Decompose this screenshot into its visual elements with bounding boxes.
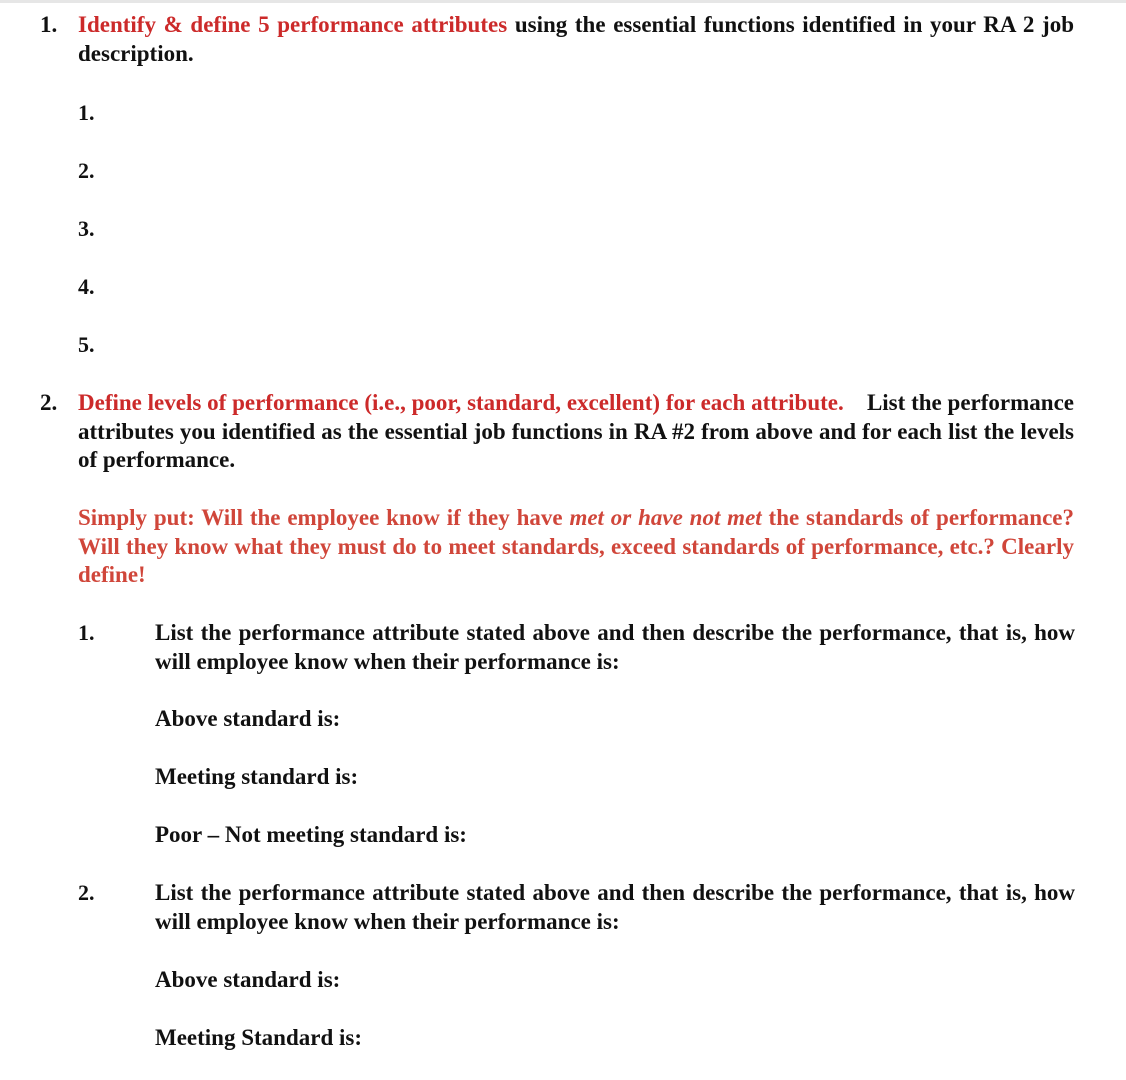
simply-put-part2: the standards of performance? Will they know what they must do to meet standards, exceed standards of performance, etc.? Clearly define! (78, 505, 1074, 587)
question-1-highlight: Identify & define 5 performance attributes (78, 12, 508, 37)
attribute-list-item: 4. (78, 274, 95, 299)
question-1-number: 1. (40, 12, 58, 37)
simply-put-italic: met or have not met (569, 505, 762, 530)
sub-item-1-text: List the performance attribute stated above and then describe the performance, that is, how will employee know when their performance is: (155, 620, 1075, 674)
poor-standard-label: Poor – Not meeting standard is: (155, 822, 467, 847)
question-1-text (78, 11, 1074, 68)
attribute-list-item: 5. (78, 332, 95, 357)
attribute-list-item: 3. (78, 216, 95, 241)
simply-put-part1: Simply put: Will the employee know if they have (78, 505, 570, 530)
sub-item-2-text: List the performance attribute stated above and then describe the performance, that is, how will employee know when their performance is: (155, 880, 1075, 934)
question-2-number: 2. (40, 390, 58, 415)
sub-item-1-number: 1. (78, 620, 95, 645)
simply-put-note (78, 504, 1074, 590)
question-2-text (78, 389, 1074, 475)
attribute-list-item: 2. (78, 158, 95, 183)
above-standard-label: Above standard is: (155, 706, 341, 731)
sub-item-2-number: 2. (78, 880, 95, 905)
question-1-rest: using the essential functions identified in your RA 2 job description. (78, 12, 1074, 66)
attribute-list-item: 1. (78, 100, 95, 125)
meeting-standard-label: Meeting Standard is: (155, 1025, 362, 1050)
above-standard-label: Above standard is: (155, 967, 341, 992)
meeting-standard-label: Meeting standard is: (155, 764, 359, 789)
question-2-highlight: Define levels of performance (i.e., poor, standard, excellent) for each attribute. (78, 390, 844, 415)
question-2-rest: List the performance attributes you identified as the essential job functions in RA #2 from above and for each list the levels of performance. (78, 390, 1075, 472)
